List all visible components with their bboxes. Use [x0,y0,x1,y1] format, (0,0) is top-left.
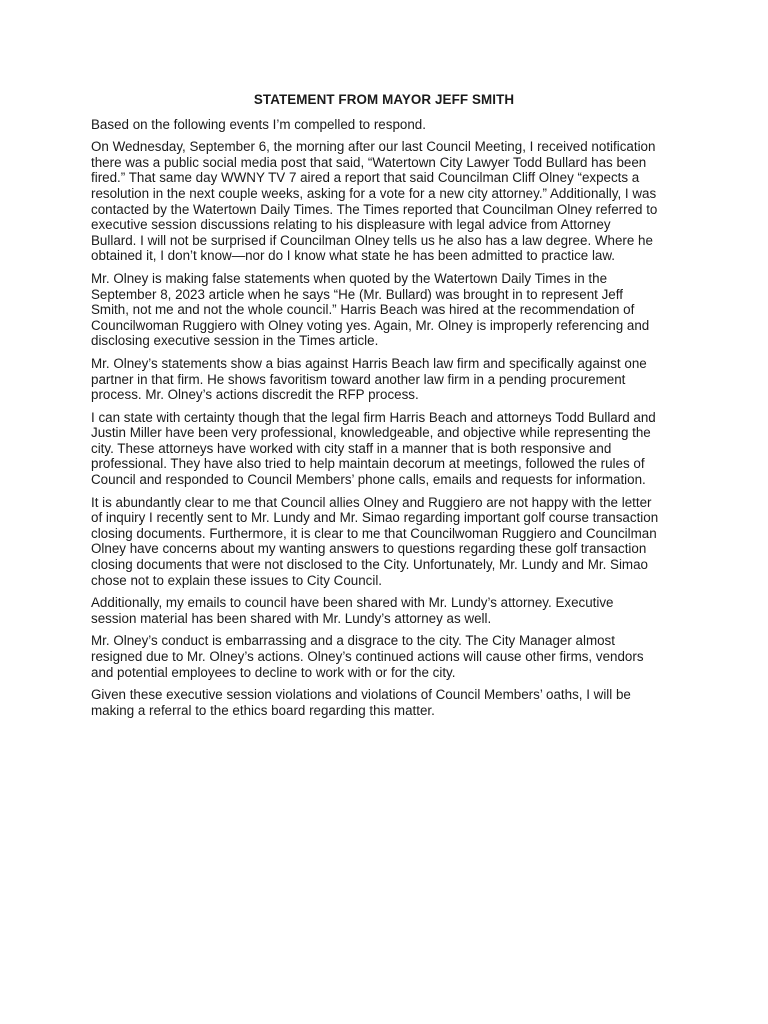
text-line: It is abundantly clear to me that Council allies Olney and Ruggiero are not happy with the letter [91,494,652,510]
paragraph [91,117,677,133]
text-line: making a referral to the ethics board regarding this matter. [91,702,435,718]
text-line: disclosing executive session in the Times article. [91,333,379,349]
text-line: resolution in the next couple weeks, asking for a vote for a new city attorney.” Additionally, I was [91,185,657,201]
text-line: Justin Miller have been very professional, knowledgeable, and objective while representing the [91,425,651,441]
paragraph [91,410,677,488]
text-line: Based on the following events I’m compelled to respond. [91,116,426,132]
paragraph [91,633,677,680]
text-line: Bullard. I will not be surprised if Councilman Olney tells us he also has a law degree. Where he [91,232,653,248]
text-line: resigned due to Mr. Olney’s actions. Olney’s continued actions will cause other firms, vendors [91,649,644,664]
document-title: STATEMENT FROM MAYOR JEFF SMITH [253,92,515,107]
text-line: I can state with certainty though that the legal firm Harris Beach and attorneys Todd Bullard and [91,409,656,425]
text-line: executive session discussions relating to his displeasure with legal advice from Attorney [91,217,611,233]
text-line: chose not to explain these issues to City Council. [91,572,383,588]
text-line: and potential employees to decline to work with or for the city. [91,664,456,680]
text-line: Mr. Olney’s statements show a bias against Harris Beach law firm and specifically against one [91,355,647,371]
text-line: city. These attorneys have worked with city staff in a manner that is both responsive and [91,440,612,456]
text-line: professional. They have also tried to help maintain decorum at meetings, followed the rules of [91,456,645,472]
paragraph [91,495,677,589]
text-line: session material has been shared with Mr. Lundy’s attorney as well. [91,610,492,626]
document-body [91,92,677,725]
text-line: contacted by the Watertown Daily Times. The Times reported that Councilman Olney referred to [91,201,658,217]
text-line: there was a public social media post that said, “Watertown City Lawyer Todd Bullard has been [91,154,647,170]
text-line: Given these executive session violations and violations of Council Members’ oaths, I will be [91,687,631,703]
paragraph [91,139,677,264]
text-line: On Wednesday, September 6, the morning after our last Council Meeting, I received notification [91,139,656,155]
text-line: partner in that firm. He shows favoritism toward another law firm in a pending procurement [91,371,626,387]
text-line: of inquiry I recently sent to Mr. Lundy and Mr. Simao regarding important golf course transaction [91,510,659,526]
text-line: Additionally, my emails to council have been shared with Mr. Lundy’s attorney. Executive [91,595,614,611]
paragraph [91,356,677,403]
text-line: Mr. Olney’s conduct is embarrassing and a disgrace to the city. The City Manager almost [91,633,615,649]
text-line: fired.” That same day WWNY TV 7 aired a report that said Councilman Cliff Olney “expects a [91,170,640,186]
text-line: Smith, not me and not the whole council.” Harris Beach was hired at the recommendation of [91,302,635,318]
paragraph [91,687,677,718]
text-line: Olney have concerns about my wanting answers to questions regarding these golf transaction [91,541,647,557]
text-line: Councilwoman Ruggiero with Olney voting yes. Again, Mr. Olney is improperly referencing and [91,317,650,333]
paragraph [91,271,677,349]
text-line: Council and responded to Council Members’ phone calls, emails and requests for information. [91,472,646,488]
text-line: Mr. Olney is making false statements when quoted by the Watertown Daily Times in the [91,270,608,286]
paragraph [91,595,677,626]
text-line: September 8, 2023 article when he says “He (Mr. Bullard) was brought in to represent Jeff [91,286,623,302]
text-line: closing documents that were not disclosed to the City. Unfortunately, Mr. Lundy and Mr. Simao [91,557,648,573]
text-line: obtained it, I don’t know—nor do I know what state he has been admitted to practice law. [91,248,616,264]
text-line: closing documents. Furthermore, it is clear to me that Councilwoman Ruggiero and Councilman [91,525,657,541]
text-line: process. Mr. Olney’s actions discredit the RFP process. [91,387,419,403]
